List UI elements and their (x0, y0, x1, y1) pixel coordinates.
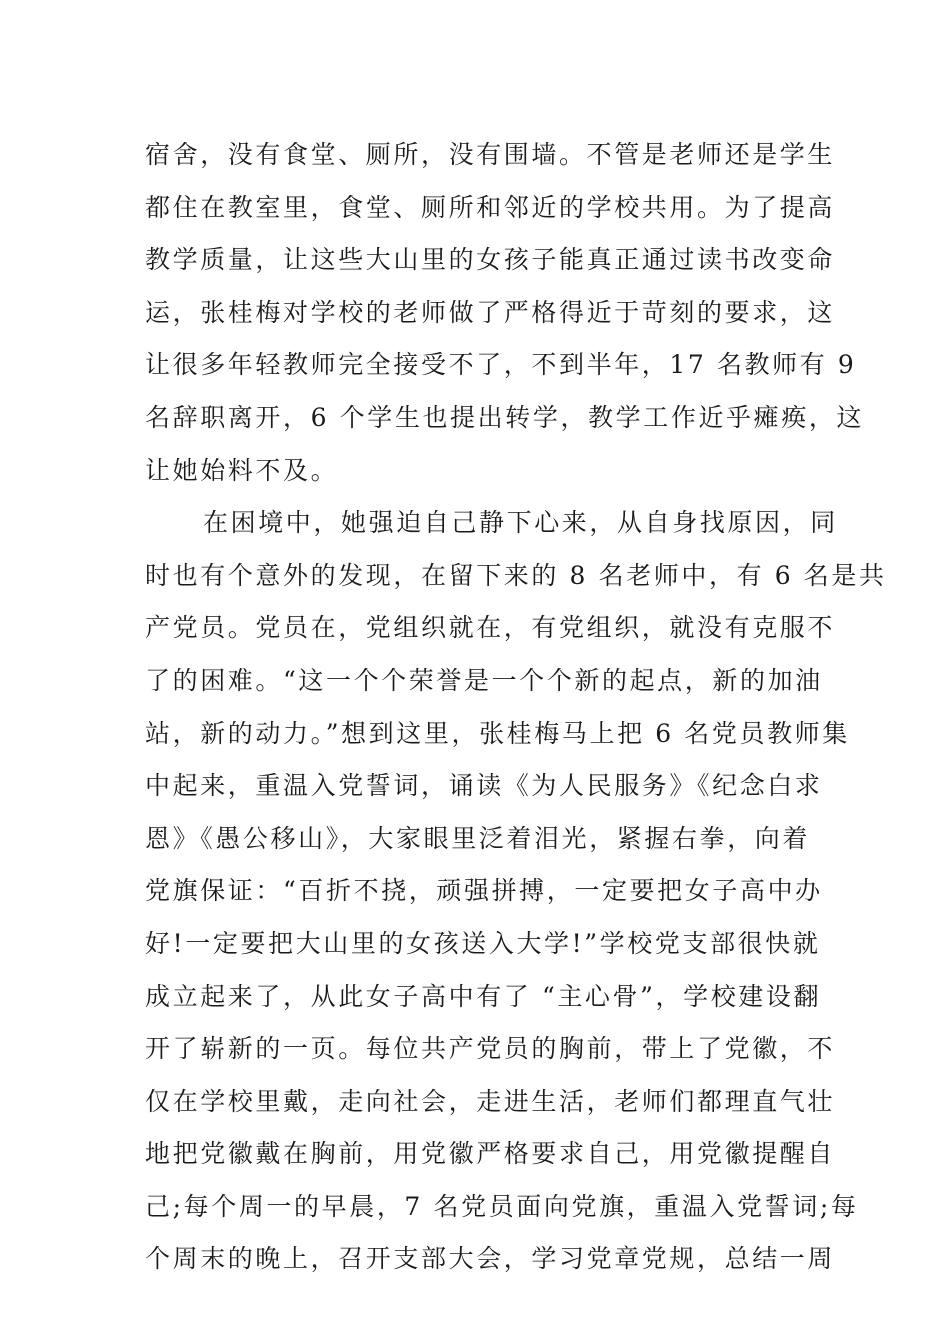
text-line: 宿舍，没有食堂、厕所，没有围墙。不管是老师还是学生 (145, 140, 836, 169)
text-line: 运，张桂梅对学校的老师做了严格得近于苛刻的要求，这 (145, 297, 836, 327)
text-line: 仅在学校里戴，走向社会，走进生活，老师们都理直气壮 (145, 1086, 836, 1116)
text-line: 好!一定要把大山里的女孩送入大学!”学校党支部很快就 (145, 928, 821, 958)
text-line: 了的困难。“这一个个荣誉是一个个新的起点，新的加油 (145, 665, 823, 695)
text-line: 都住在教室里，食堂、厕所和邻近的学校共用。为了提高 (145, 192, 836, 222)
paragraph-last-line: 让她始料不及。 (145, 455, 339, 485)
text-line: 教学质量，让这些大山里的女孩子能真正通过读书改变命 (145, 245, 836, 275)
body-text (145, 129, 887, 1286)
text-line: 开了崭新的一页。每位共产党员的胸前，带上了党徽，不 (145, 1034, 836, 1064)
text-line: 中起来，重温入党誓词，诵读《为人民服务》《纪念白求 (145, 771, 823, 801)
text-line: 恩》《愚公移山》，大家眼里泛着泪光，紧握右拳，向着 (145, 823, 811, 853)
text-line: 成立起来了，从此女子高中有了 “主心骨”，学校建设翻 (145, 981, 822, 1011)
text-line: 个周末的晚上，召开支部大会，学习党章党规，总结一周 (145, 1244, 836, 1274)
text-line: 产党员。党员在，党组织就在，有党组织，就没有克服不 (145, 613, 836, 643)
text-line: 党旗保证：“百折不挠，顽强拼搏，一定要把女子高中办 (145, 876, 823, 906)
text-line: 己;每个周一的早晨，7 名党员面向党旗，重温入党誓词;每 (145, 1191, 859, 1221)
text-line: 地把党徽戴在胸前，用党徽严格要求自己，用党徽提醒自 (145, 1139, 836, 1169)
paragraph-first-line: 在困境中，她强迫自己静下心来，从自身找原因，同 (203, 508, 838, 538)
text-line: 站，新的动力。”想到这里，张桂梅马上把 6 名党员教师集 (145, 718, 850, 748)
text-line: 名辞职离开，6 个学生也提出转学，教学工作近乎瘫痪，这 (145, 402, 865, 432)
text-line: 时也有个意外的发现，在留下来的 8 名老师中，有 6 名是共 (145, 560, 887, 590)
text-line: 让很多年轻教师完全接受不了，不到半年，17 名教师有 9 (145, 350, 857, 380)
